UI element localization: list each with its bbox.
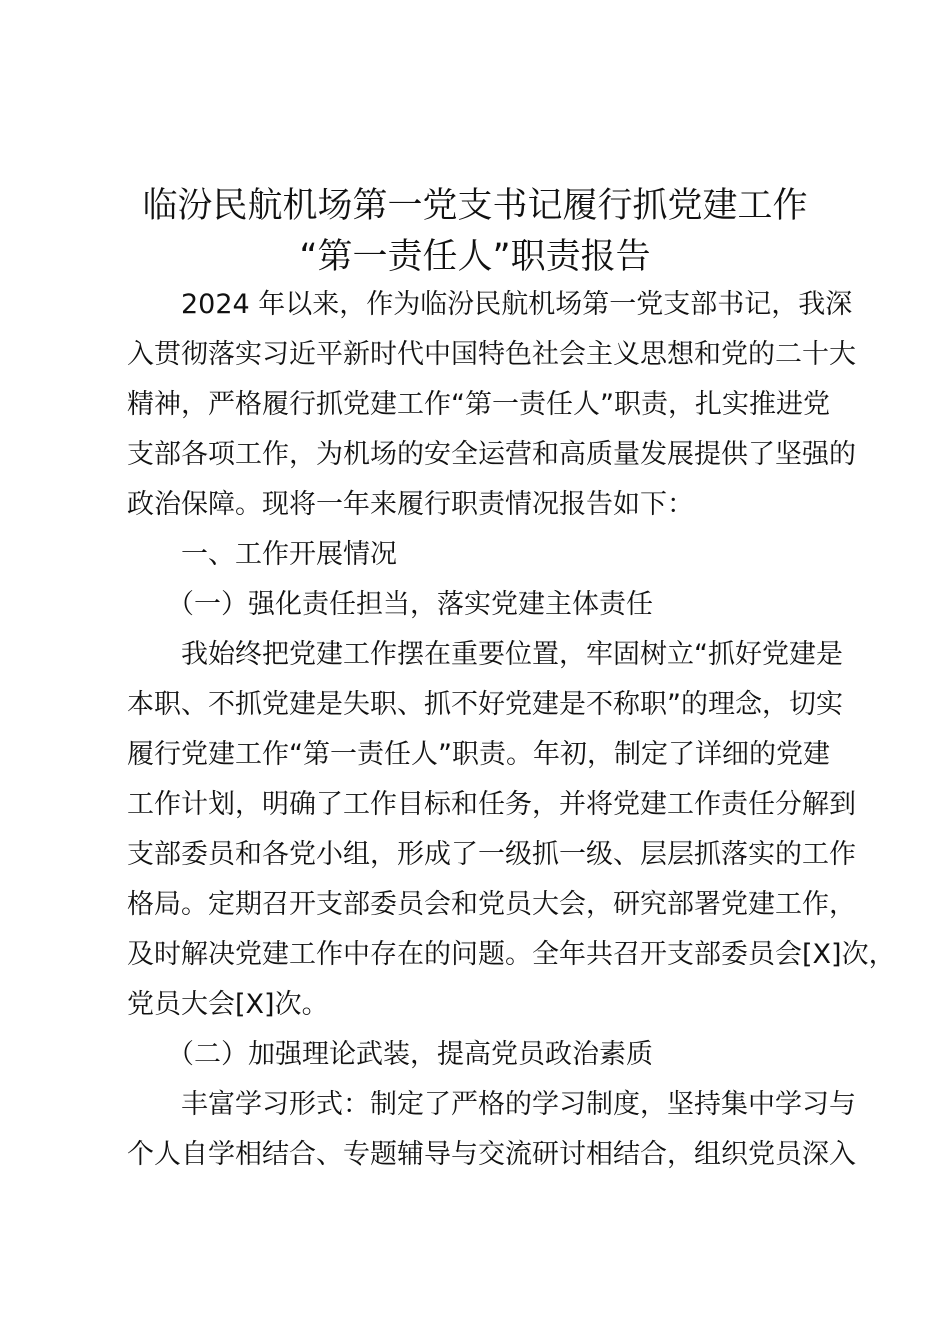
paragraph-line: 本职、不抓党建是失职、抓不好党建是不称职”的理念，切实 (127, 689, 843, 720)
title-line: “第一责任人”职责报告 (299, 237, 651, 277)
section-heading: 一、工作开展情况 (181, 539, 397, 570)
paragraph-line: 个人自学相结合、专题辅导与交流研讨相结合，组织党员深入 (127, 1139, 856, 1170)
paragraph-line: 党员大会[X]次。 (127, 989, 329, 1020)
paragraph-line: 我始终把党建工作摆在重要位置，牢固树立“抓好党建是 (181, 639, 843, 670)
intro-line: 精神，严格履行抓党建工作“第一责任人”职责，扎实推进党 (127, 389, 830, 420)
intro-line: 入贯彻落实习近平新时代中国特色社会主义思想和党的二十大 (127, 339, 856, 370)
intro-line: 2024 年以来，作为临汾民航机场第一党支部书记，我深 (181, 289, 853, 320)
paragraph-line: 支部委员和各党小组，形成了一级抓一级、层层抓落实的工作 (127, 839, 856, 870)
document-body (127, 280, 896, 1180)
paragraph-line: 格局。定期召开支部委员会和党员大会，研究部署党建工作， (127, 889, 856, 920)
document-title (0, 181, 950, 283)
title-line: 临汾民航机场第一党支书记履行抓党建工作 (142, 186, 808, 226)
paragraph-line: 及时解决党建工作中存在的问题。全年共召开支部委员会[X]次， (127, 939, 896, 970)
paragraph-line: 丰富学习形式：制定了严格的学习制度，坚持集中学习与 (181, 1089, 856, 1120)
intro-line: 政治保障。现将一年来履行职责情况报告如下： (127, 489, 694, 520)
subsection-heading: （一）强化责任担当，落实党建主体责任 (167, 589, 653, 620)
paragraph-line: 履行党建工作“第一责任人”职责。年初，制定了详细的党建 (127, 739, 830, 770)
paragraph-line: 工作计划，明确了工作目标和任务，并将党建工作责任分解到 (127, 789, 856, 820)
intro-line: 支部各项工作，为机场的安全运营和高质量发展提供了坚强的 (127, 439, 856, 470)
subsection-heading: （二）加强理论武装，提高党员政治素质 (167, 1039, 653, 1070)
